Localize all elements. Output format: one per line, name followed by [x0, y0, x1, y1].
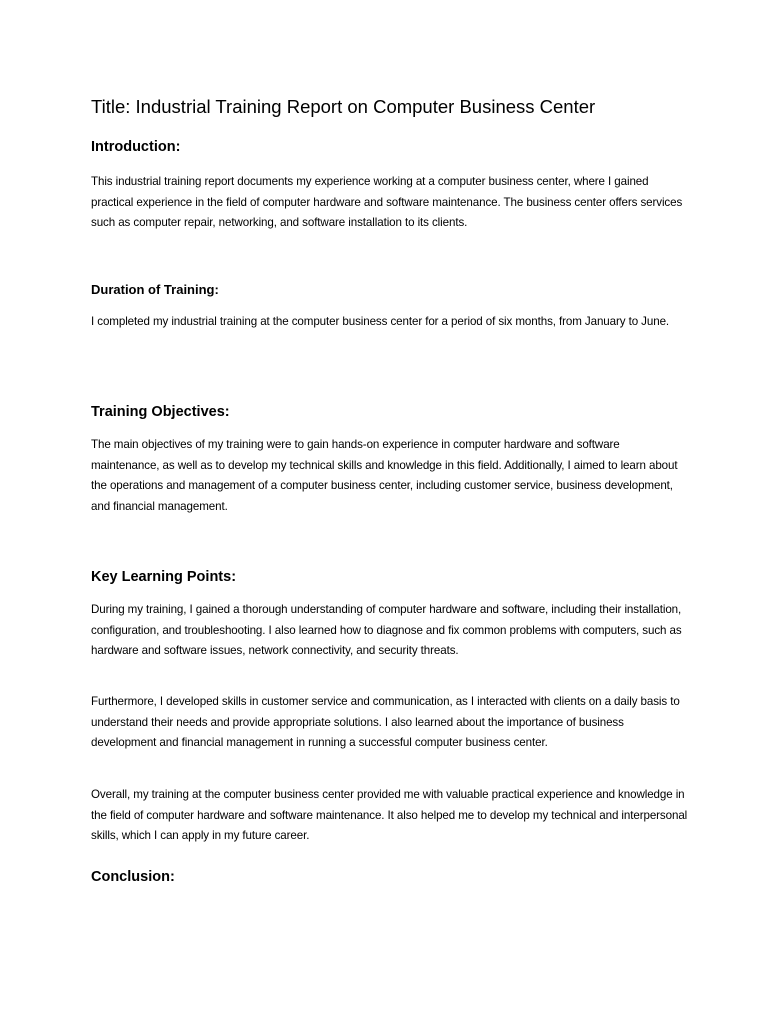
paragraph-learning-2: Furthermore, I developed skills in customer service and communication, as I interacted with clients on a daily basis to understand their needs and provide appropriate solutions. I also learned about the importance of business development and financial management in running a successful computer business center.	[91, 695, 680, 750]
heading-duration: Duration of Training:	[91, 282, 219, 297]
paragraph-learning-3: Overall, my training at the computer business center provided me with valuable practical experience and knowledge in the field of computer hardware and software maintenance. It also helped me to develop my technical and interpersonal skills, which I can apply in my future career.	[91, 788, 688, 843]
heading-key-learning-points: Key Learning Points:	[91, 569, 237, 585]
document-title: Title: Industrial Training Report on Computer Business Center	[91, 96, 596, 117]
heading-training-objectives: Training Objectives:	[91, 404, 230, 420]
heading-introduction: Introduction:	[91, 139, 181, 155]
paragraph-learning-1: During my training, I gained a thorough understanding of computer hardware and software, including their installation, configuration, and troubleshooting. I also learned how to diagnose and fix common problems with computers, such as hardware and software issues, network connectivity, and security threats.	[91, 603, 682, 658]
paragraph-duration: I completed my industrial training at the computer business center for a period of six months, from January to June.	[91, 315, 670, 328]
paragraph-objectives: The main objectives of my training were to gain hands-on experience in computer hardware and software maintenance, as well as to develop my technical skills and knowledge in this field. Additionally, I aimed to learn about the operations and management of a computer business center, including customer service, business development, and financial management.	[91, 438, 678, 513]
heading-conclusion: Conclusion:	[91, 869, 175, 885]
paragraph-introduction: This industrial training report documents my experience working at a computer business center, where I gained practical experience in the field of computer hardware and software maintenance. The business center offers services such as computer repair, networking, and software installation to its clients.	[91, 175, 683, 230]
